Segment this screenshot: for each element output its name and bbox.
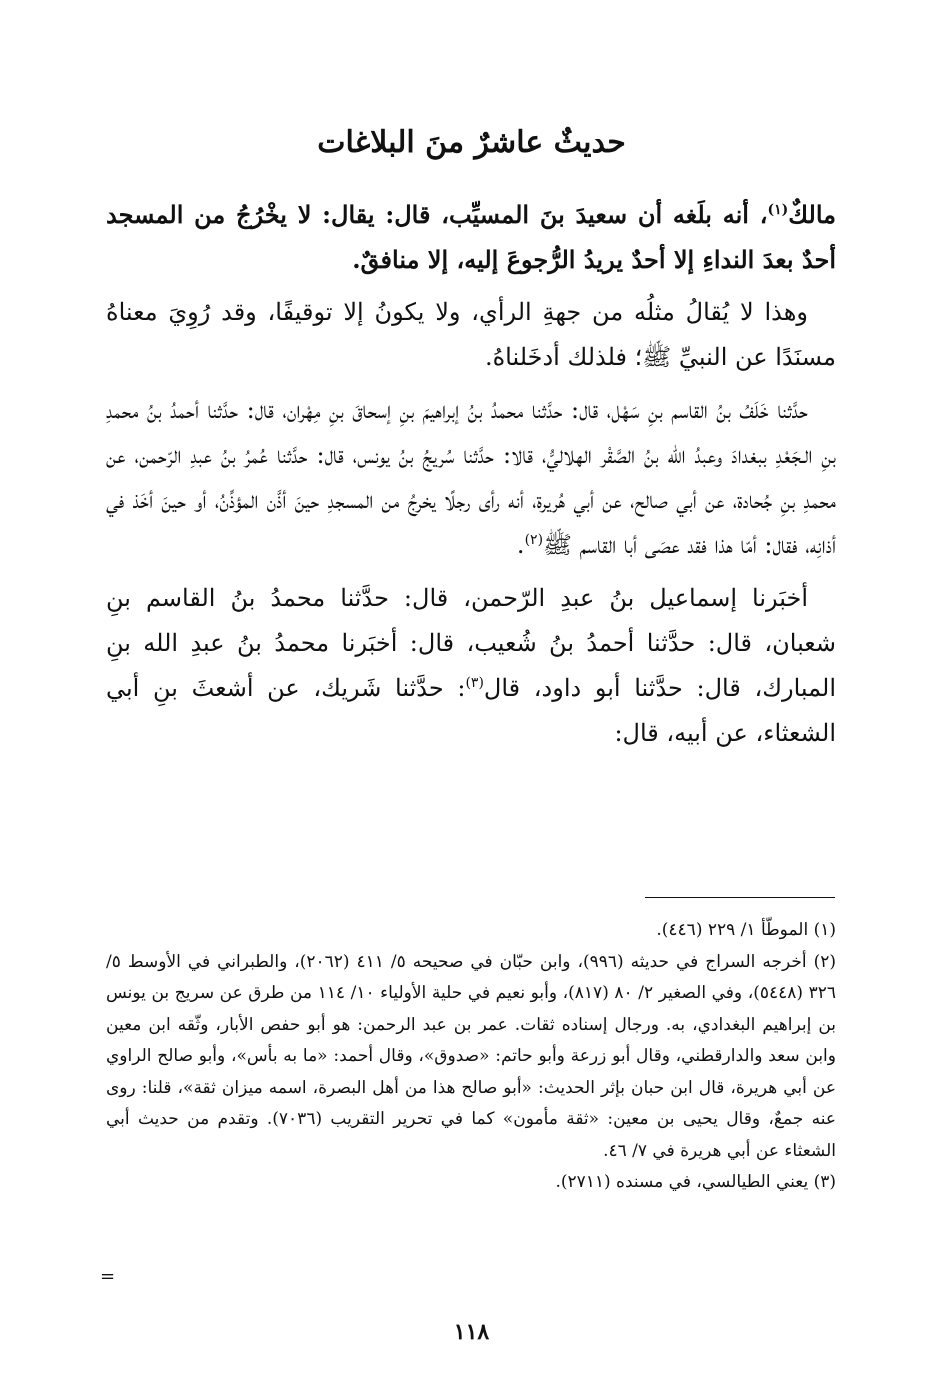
paragraph-2: وهذا لا يُقالُ مثلُه من جهةِ الرأي، ولا يكونُ إلا توقيفًا، وقد رُوِيَ معناهُ مسنَدًا عن النبيِّ ﷺ؛ فلذلك أدخَلناهُ.: [106, 298, 836, 371]
footnote-3: (٣) يعني الطيالسي، في مسنده (٢٧١١).: [555, 1172, 836, 1192]
main-text: [106, 192, 836, 764]
footnotes: [106, 915, 836, 1199]
paragraph-1-start: مالكٌ: [788, 200, 836, 229]
footnote-1: (١) الموطّأ ١/ ٢٢٩ (٤٤٦).: [656, 920, 836, 940]
paragraph-3-start: حدَّثنا خَلَفُ بنُ القاسم بنِ سَهْل، قال: حدَّثنا محمدُ بنُ إبراهيمَ بنِ إسحاقَ بنِ مِهْران، قال: حدَّثنا أحمدُ بنُ محمدِ بنِ الـجَعْدِ ببغدادَ وعبدُ الله بنُ الصَّقْر الهلاليُّ، قالا: حدَّثنا سُريجُ بنُ يونس، قال: حدَّثنا عُمرُ بنُ عبدِ الرّحمن، عن محمدِ بنِ جُحادة، عن أبي صالح، عن أبي هُريرة، أنه رأى رجلًا يخرجُ من المسجدِ حينَ أذَّن المؤذِّنُ، أو حينَ أخَذ في أذانِه، فقال: أمّا هذا فقد عصَى أبا القاسم ﷺ: [106, 396, 836, 559]
paragraph-4: [106, 576, 836, 756]
page-number: ١١٨: [453, 1319, 490, 1345]
footnote-ref-3[interactable]: (٣): [465, 675, 484, 691]
paragraph-3-end: .: [516, 531, 525, 559]
footnote-ref-1[interactable]: (١): [767, 202, 789, 218]
paragraph-4-end: : حدَّثنا شَريك، عن أشعثَ بنِ أبي الشعثاء، عن أبيه، قال:: [106, 674, 836, 747]
continued-mark: =: [100, 1266, 116, 1287]
footnote-ref-2[interactable]: (٢): [524, 532, 544, 548]
footnote-separator: [645, 897, 835, 898]
paragraph-3: [106, 388, 836, 568]
page-title: حديثٌ عاشرٌ منَ البلاغات: [317, 125, 626, 160]
paragraph-1-end: ، أنه بلَغه أن سعيدَ بنَ المسيِّب، قال: يقال: لا يخْرُجُ من المسجد أحدٌ بعدَ النداءِ إلا أحدٌ يريدُ الرُّجوعَ إليه، إلا منافقٌ.: [106, 200, 836, 274]
footnote-2: (٢) أخرجه السراج في حديثه (٩٩٦)، وابن حبّان في صحيحه ٥/ ٤١١ (٢٠٦٢)، والطبراني في الأوسط ٥/ ٣٢٦ (٥٤٤٨)، وفي الصغير ٢/ ٨٠ (٨١٧)، وأبو نعيم في حلية الأولياء ١٠/ ١١٤ من طرق عن سريج بن يونس بن إبراهيم البغدادي، به. ورجال إسناده ثقات. عمر بن عبد الرحمن: هو أبو حفص الأبار، وثّقه ابن معين وابن سعد والدارقطني، وقال أبو زرعة وأبو حاتم: «صدوق»، وقال أحمد: «ما به بأس»، وأبو صالح الراوي عن أبي هريرة، قال ابن حبان بإثر الحديث: «أبو صالح هذا من أهل البصرة، اسمه ميزان ثقة»، قلنا: روى عنه جمعٌ، وقال يحيى بن معين: «ثقة مأمون» كما في تحرير التقريب (٧٠٣٦). وتقدم من حديث أبي الشعثاء عن أبي هريرة في ٧/ ٤٦.: [106, 951, 837, 1161]
paragraph-1: [106, 192, 836, 282]
paragraph-4-start: أخبَرنا إسماعيل بنُ عبدِ الرّحمن، قال: حدَّثنا محمدُ بنُ القاسم بنِ شعبان، قال: حدَّثنا أحمدُ بنُ شُعيب، قال: أخبَرنا محمدُ بنُ عبدِ الله بنِ المبارك، قال: حدَّثنا أبو داود، قال: [106, 584, 837, 702]
